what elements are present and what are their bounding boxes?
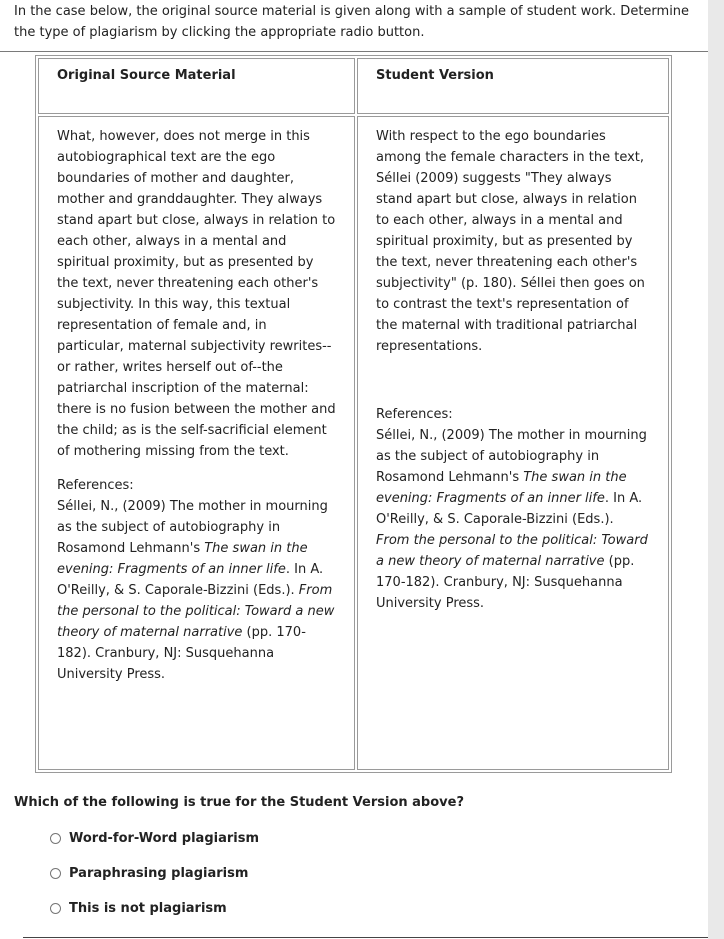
reference-pages-publisher: (pp. 170-182). Cranbury, NJ: Susquehanna University Press.	[57, 625, 306, 682]
option-paraphrasing[interactable]	[50, 863, 259, 884]
original-reference	[57, 496, 336, 685]
reference-editors: . In A. O'Reilly, & S. Caporale-Bizzini (Eds.).	[57, 562, 324, 598]
original-text: What, however, does not merge in this autobiographical text are the ego boundaries of mother and daughter, mother and granddaughter. They always stand apart but close, always in relation to each other, always in a mental and spiritual proximity, but as presented by the text, never threatening each other's subjectivity. In this way, this textual representation of female and, in particular, maternal subjectivity rewrites--or rather, writes herself out of--the patriarchal inscription of the maternal: there is no fusion between the mother and the child; as is the self-sacrificial element of mothering missing from the text.	[57, 129, 336, 459]
reference-book-title: The swan in the evening: Fragments of an inner life	[376, 470, 627, 506]
original-header: Original Source Material	[38, 58, 355, 114]
radio-not-plagiarism[interactable]	[50, 903, 61, 914]
reference-editors: . In A. O'Reilly, & S. Caporale-Bizzini (Eds.).	[376, 491, 643, 527]
student-header: Student Version	[357, 58, 669, 114]
student-cell	[357, 116, 669, 770]
option-not-plagiarism[interactable]	[50, 898, 259, 919]
student-text: With respect to the ego boundaries among the female characters in the text, Séllei (2009) suggests "They always stand apart but close, always in relation to each other, always in a mental and spiritual proximity, but as presented by the text, never threatening each other's subjectivity" (p. 180). Séllei then goes on to contrast the text's representation of the maternal with traditional patriarchal representations.	[376, 129, 645, 354]
option-label[interactable]: Word-for-Word plagiarism	[69, 831, 259, 846]
original-cell	[38, 116, 355, 770]
reference-authors: Séllei, N., (2009) The mother in mourning as the subject of autobiography in Rosamond Lehmann's	[376, 428, 647, 485]
reference-collection-title: From the personal to the political: Toward a new theory of maternal narrative	[57, 583, 335, 640]
option-label[interactable]: Paraphrasing plagiarism	[69, 866, 249, 881]
bottom-divider	[23, 937, 708, 938]
header-row	[38, 58, 669, 114]
reference-collection-title: From the personal to the political: Toward a new theory of maternal narrative	[376, 533, 648, 569]
reference-pages-publisher: (pp. 170-182). Cranbury, NJ: Susquehanna University Press.	[376, 554, 635, 611]
option-word-for-word[interactable]	[50, 828, 259, 849]
original-references-label: References:	[57, 478, 134, 493]
answer-options	[50, 828, 259, 933]
content-row	[38, 116, 669, 770]
scrollbar[interactable]	[708, 0, 724, 939]
radio-word-for-word[interactable]	[50, 833, 61, 844]
student-references-label: References:	[376, 407, 453, 422]
reference-book-title: The swan in the evening: Fragments of an inner life	[57, 541, 308, 577]
option-label[interactable]: This is not plagiarism	[69, 901, 227, 916]
radio-paraphrasing[interactable]	[50, 868, 61, 879]
reference-authors: Séllei, N., (2009) The mother in mourning as the subject of autobiography in Rosamond Lehmann's	[57, 499, 328, 556]
question-text: Which of the following is true for the Student Version above?	[14, 795, 464, 810]
instructions-text: In the case below, the original source material is given along with a sample of student work. Determine the type of plagiarism by clicking the appropriate radio button.	[14, 4, 690, 40]
divider	[0, 51, 708, 52]
case-table	[35, 55, 672, 773]
student-reference	[376, 425, 650, 614]
